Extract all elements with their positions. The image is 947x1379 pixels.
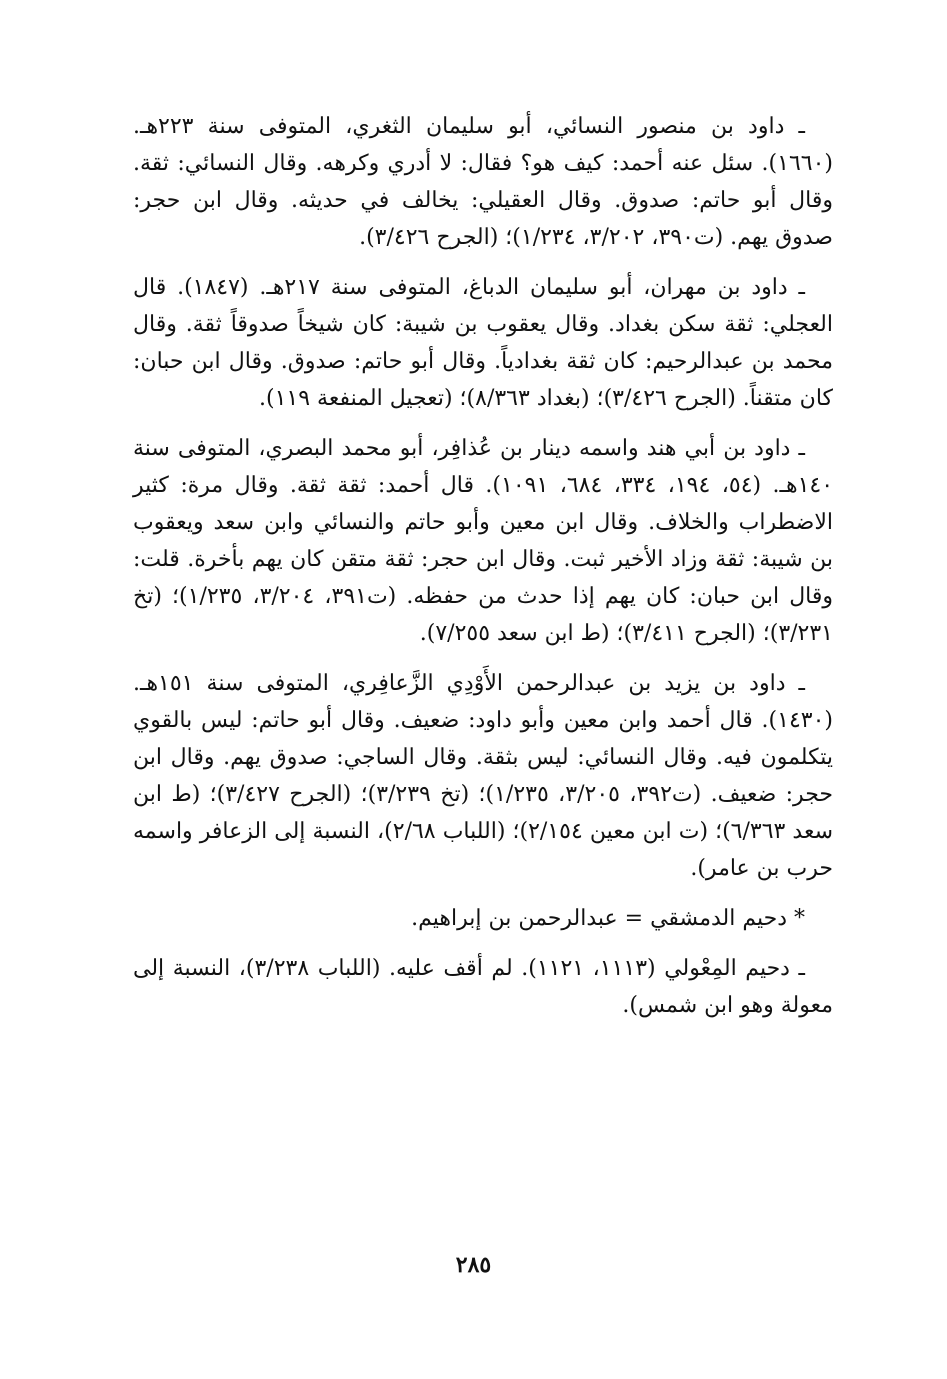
entry-dawud-ibn-mihran: ـ داود بن مهران، أبو سليمان الدباغ، المتوفى سنة ٢١٧هـ. (١٨٤٧). قال العجلي: ثقة سكن بغداد. وقال يعقوب بن شيبة: كان شيخاً صدوقاً ثقة. وقال محمد بن عبدالرحيم: كان ثقة بغدادياً. وقال أبو حاتم: صدوق. وقال ابن حبان: كان متقناً. (الجرح ٣/٤٢٦)؛ (بغداد ٨/٣٦٣)؛ (تعجيل المنفعة ١١٩). <box>133 275 833 411</box>
entry-duhaym-al-mawli: ـ دحيم المِعْولي (١١١٣، ١١٢١). لم أقف عليه. (اللباب ٣/٢٣٨)، النسبة إلى معولة وهو ابن شمس). <box>133 956 833 1018</box>
entry-duhaym-al-dimashqi: * دحيم الدمشقي = عبدالرحمن بن إبراهيم. <box>411 906 805 931</box>
page-number: ٢٨٥ <box>455 1252 492 1278</box>
entry-dawud-ibn-abi-hind: ـ داود بن أبي هند واسمه دينار بن عُذافِر، أبو محمد البصري، المتوفى سنة ١٤٠هـ. (٥٤، ١٩٤، ٣٣٤، ٦٨٤، ١٠٩١). قال أحمد: ثقة ثقة. وقال مرة: كثير الاضطراب والخلاف. وقال ابن معين وأبو حاتم والنسائي وابن سعد ويعقوب بن شيبة: ثقة وزاد الأخير ثبت. وقال ابن حجر: ثقة متقن كان يهم بأخرة. قلت: وقال ابن حبان: كان يهم إذا حدث من حفظه. (ت٣٩١، ٣/٢٠٤، ١/٢٣٥)؛ (تخ ٣/٢٣١)؛ (الجرح ٣/٤١١)؛ (ط ابن سعد ٧/٢٥٥). <box>133 436 834 646</box>
entry-dawud-ibn-mansur: ـ داود بن منصور النسائي، أبو سليمان الثغري، المتوفى سنة ٢٢٣هـ. (١٦٦٠). سئل عنه أحمد: كيف هو؟ فقال: لا أدري وكرهه. وقال النسائي: ثقة. وقال أبو حاتم: صدوق. وقال العقيلي: يخالف في حديثه. وقال ابن حجر: صدوق يهم. (ت٣٩٠، ٣/٢٠٢، ١/٢٣٤)؛ (الجرح ٣/٤٢٦). <box>133 114 833 250</box>
text-body <box>133 108 833 1037</box>
entry-dawud-ibn-yazid: ـ داود بن يزيد بن عبدالرحمن الأَوْدِي الزَّعافِري، المتوفى سنة ١٥١هـ. (١٤٣٠). قال أحمد وابن معين وأبو داود: ضعيف. وقال أبو حاتم: ليس بالقوي يتكلمون فيه. وقال النسائي: ليس بثقة. وقال الساجي: صدوق يهم. وقال ابن حجر: ضعيف. (ت٣٩٢، ٣/٢٠٥، ١/٢٣٥)؛ (تخ ٣/٢٣٩)؛ (الجرح ٣/٤٢٧)؛ (ط ابن سعد ٦/٣٦٣)؛ (ت ابن معين ٢/١٥٤)؛ (اللباب ٢/٦٨)، النسبة إلى الزعافر واسمه حرب بن عامر). <box>133 671 834 881</box>
